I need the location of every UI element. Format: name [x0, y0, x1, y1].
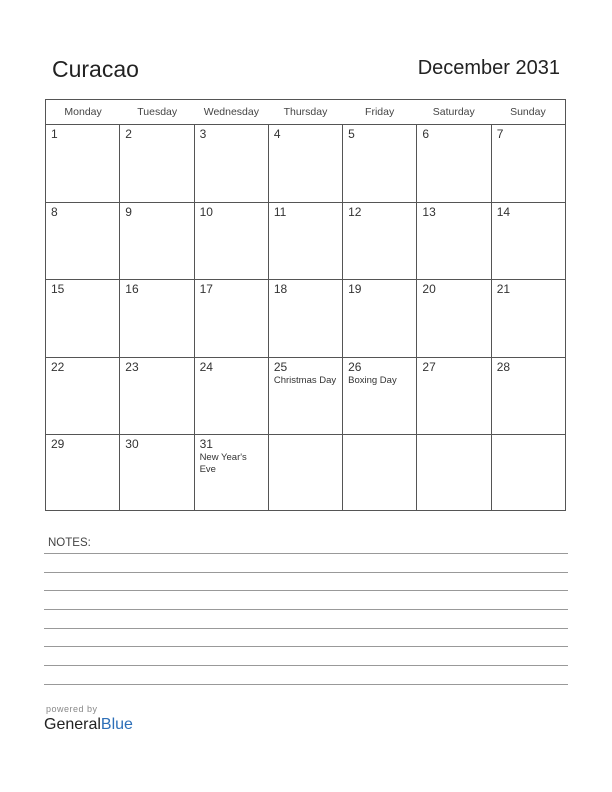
- day-number: 2: [125, 127, 132, 141]
- day-cell: [46, 203, 120, 280]
- day-cell: [269, 203, 343, 280]
- day-cell: [492, 280, 565, 357]
- day-cell: [120, 435, 194, 511]
- holiday-label: Christmas Day: [273, 374, 337, 386]
- day-number: 29: [51, 437, 65, 451]
- day-cell: [343, 125, 417, 202]
- day-cell: [195, 280, 269, 357]
- weekday-header: [46, 100, 565, 125]
- brand-blue: Blue: [100, 716, 133, 733]
- day-number: 30: [125, 437, 139, 451]
- note-line: [44, 628, 568, 629]
- note-line: [44, 609, 568, 610]
- month-year-title: December 2031: [417, 57, 560, 79]
- day-number: 9: [125, 204, 132, 219]
- day-cell: [417, 435, 491, 511]
- day-cell: [343, 358, 417, 435]
- weekday-label: Saturday: [432, 106, 475, 118]
- brand-general: General: [44, 716, 101, 733]
- day-cell: [269, 435, 343, 511]
- week-row: [46, 358, 565, 436]
- weekday-label: Wednesday: [203, 106, 259, 118]
- note-line: [44, 646, 568, 647]
- day-cell: [269, 280, 343, 357]
- day-cell: [417, 125, 491, 202]
- day-cell: [343, 280, 417, 357]
- day-number: 24: [199, 359, 213, 374]
- weekday-label: Sunday: [510, 106, 546, 118]
- holiday-label: New Year's Eve: [199, 452, 247, 475]
- day-cell: [195, 203, 269, 280]
- day-number: 20: [422, 282, 436, 296]
- day-number: 11: [273, 204, 287, 219]
- day-number: 10: [199, 204, 213, 219]
- day-number: 22: [51, 359, 65, 374]
- day-cell: [195, 435, 269, 511]
- calendar-grid: [45, 99, 566, 511]
- week-row: [46, 203, 565, 281]
- day-number: 14: [496, 204, 511, 219]
- day-cell: [417, 280, 491, 357]
- note-line: [44, 553, 568, 554]
- day-number: 31: [199, 437, 213, 451]
- day-number: 13: [422, 204, 436, 219]
- weeks-container: [46, 125, 565, 511]
- day-number: 1: [51, 127, 58, 141]
- day-number: 21: [496, 282, 511, 296]
- day-cell: [417, 203, 491, 280]
- week-row: [46, 435, 565, 511]
- day-cell: [343, 203, 417, 280]
- day-number: 26: [348, 359, 362, 374]
- day-cell: [269, 358, 343, 435]
- day-cell: [46, 280, 120, 357]
- country-title: Curacao: [52, 56, 139, 82]
- powered-by-text: powered by: [46, 704, 98, 714]
- day-cell: [343, 435, 417, 511]
- week-row: [46, 280, 565, 358]
- weekday-label: Monday: [64, 106, 102, 118]
- day-number: 19: [348, 282, 362, 296]
- day-cell: [120, 358, 194, 435]
- note-line: [44, 590, 568, 591]
- day-number: 18: [273, 282, 288, 296]
- day-cell: [195, 125, 269, 202]
- day-cell: [492, 203, 565, 280]
- day-cell: [269, 125, 343, 202]
- day-number: 16: [125, 282, 139, 296]
- day-cell: [120, 203, 194, 280]
- notes-label: NOTES:: [48, 537, 91, 549]
- day-number: 28: [496, 359, 511, 374]
- day-number: 12: [348, 204, 362, 219]
- day-number: 8: [51, 204, 58, 219]
- day-number: 6: [422, 127, 430, 141]
- day-cell: [46, 435, 120, 511]
- day-number: 25: [273, 359, 288, 374]
- day-number: 3: [199, 127, 207, 141]
- day-number: 17: [199, 282, 213, 296]
- day-number: 15: [51, 282, 65, 296]
- generalblue-logo: [44, 716, 133, 734]
- day-number: 23: [125, 359, 139, 374]
- day-cell: [417, 358, 491, 435]
- day-number: 7: [496, 127, 504, 141]
- weekday-label: Tuesday: [137, 106, 178, 118]
- day-cell: [46, 125, 120, 202]
- note-line: [44, 572, 568, 573]
- day-cell: [195, 358, 269, 435]
- day-cell: [492, 435, 565, 511]
- weekday-label: Friday: [365, 106, 395, 118]
- day-cell: [46, 358, 120, 435]
- day-cell: [492, 358, 565, 435]
- week-row: [46, 125, 565, 203]
- day-number: 5: [348, 127, 355, 141]
- day-cell: [120, 125, 194, 202]
- day-number: 4: [273, 127, 281, 141]
- note-line: [44, 684, 568, 685]
- weekday-label: Thursday: [283, 106, 328, 118]
- day-number: 27: [422, 359, 436, 374]
- day-cell: [492, 125, 565, 202]
- day-cell: [120, 280, 194, 357]
- note-line: [44, 665, 568, 666]
- holiday-label: Boxing Day: [348, 374, 397, 386]
